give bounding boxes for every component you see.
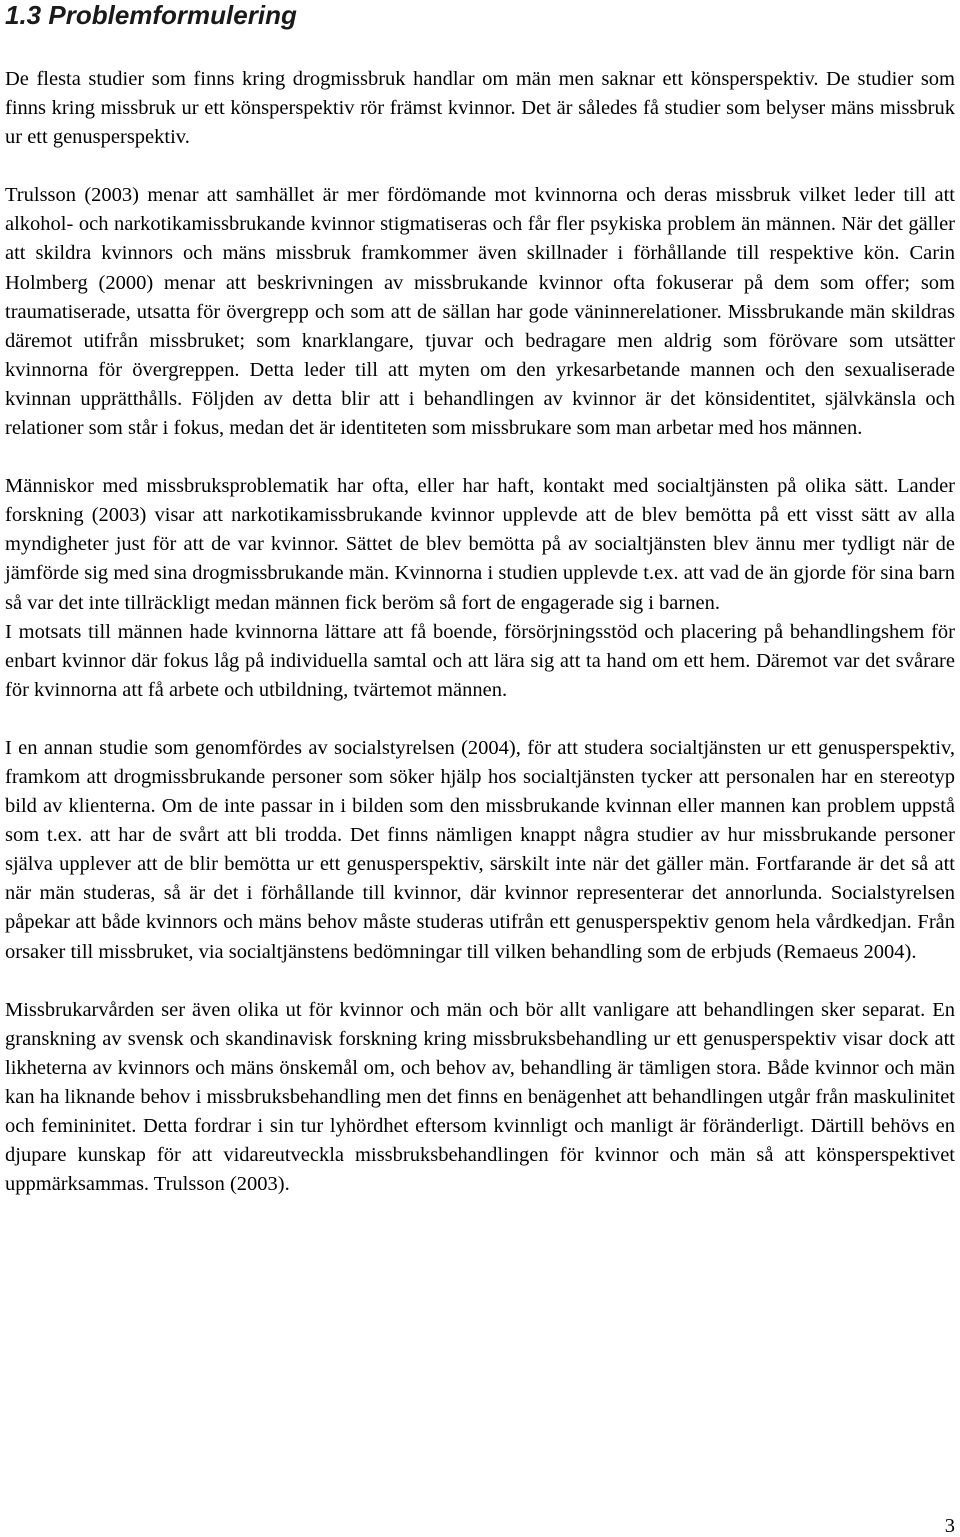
paragraph-missbrukarvarden: Missbrukarvården ser även olika ut för kvinnor och män och bör allt vanligare att behandlingen sker separat. En granskning av svensk och skandinavisk forskning kring missbruksbehandling ur ett genusperspektiv visar dock att likheterna av kvinnors och mäns önskemål om, och behov av, behandling är tämligen stora. Både kvinnor och män kan ha liknande behov i missbruksbehandling men det finns en benägenhet att behandlingen utgår från maskulinitet och femininitet. Detta fordrar i sin tur lyhördhet eftersom kvinnligt och manligt är föränderligt. Därtill behövs en djupare kunskap för att vidareutveckla missbruksbehandlingen för kvinnor och män så att könsperspektivet uppmärksammas. Trulsson (2003). [5,998,955,1196]
paragraph-trulsson: Trulsson (2003) menar att samhället är mer fördömande mot kvinnorna och deras missbruk vilket leder till att alkohol- och narkotikamissbrukande kvinnor stigmatiseras och får fler psykiska problem än männen. När det gäller att skildra kvinnors och mäns missbruk framkommer även skillnader i förhållande till respektive kön. Carin Holmberg (2000) menar att beskrivningen av missbrukande kvinnor ofta fokuserar på dem som offer; som traumatiserade, utsatta för övergrepp och som att de sällan har gode väninnerelationer. Missbrukande män skildras däremot utifrån missbruket; som knarklangare, tjuvar och bedragare men aldrig som förövare som utsätter kvinnorna för övergreppen. Detta leder till att myten om den yrkesarbetande mannen och den sexualiserade kvinnan upprätthålls. Följden av detta blir att i behandlingen av kvinnor är det könsidentitet, självkänsla och relationer som står i fokus, medan det är identiteten som missbrukare som man arbetar med hos männen. [5,184,955,440]
paragraph-motsats: I motsats till männen hade kvinnorna lättare att få boende, försörjningsstöd och placering på behandlingshem för enbart kvinnor där fokus låg på individuella samtal och att lära sig att ta hand om ett hem. Däremot var det svårare för kvinnorna att få arbete och utbildning, tvärtemot männen. [5,620,955,701]
document-page [5,0,955,1199]
paragraph-socialstyrelsen: I en annan studie som genomfördes av socialstyrelsen (2004), för att studera socialtjänsten ur ett genusperspektiv, framkom att drogmissbrukande personer som söker hjälp hos socialtjänsten tycker att personalen har en stereotyp bild av klienterna. Om de inte passar in i bilden som den missbrukande kvinnan eller mannen kan problem uppstå som t.ex. att har de svårt att bli trodda. Det finns nämligen knappt några studier av hur missbrukande personer själva upplever att de blir bemötta ur ett genusperspektiv, särskilt inte när det gäller män. Fortfarande är det så att när män studeras, så är det i förhållande till kvinnor, där kvinnor representerar det annorlunda. Socialstyrelsen påpekar att både kvinnors och mäns behov måste studeras utifrån ett genusperspektiv genom hela vårdkedjan. Från orsaker till missbruket, via socialtjänstens bedömningar till vilken behandling som de erbjuds (Remaeus 2004). [5,736,955,963]
page-number: 3 [944,1515,955,1537]
paragraph-socialtjansten: Människor med missbruksproblematik har ofta, eller har haft, kontakt med socialtjänsten på olika sätt. Lander forskning (2003) visar att narkotikamissbrukande kvinnor upplevde att de blev bemötta på ett visst sätt av alla myndigheter just för att de var kvinnor. Sättet de blev bemötta på av socialtjänsten blev ännu mer tydligt när de jämförde sig med sina drogmissbrukande män. Kvinnorna i studien upplevde t.ex. att vad de än gjorde för sina barn så var det inte tillräckligt medan männen fick beröm så fort de engagerade sig i barnen. [5,475,955,614]
paragraph-intro: De flesta studier som finns kring drogmissbruk handlar om män men saknar ett könsperspektiv. De studier som finns kring missbruk ur ett könsperspektiv rör främst kvinnor. Det är således få studier som belyser mäns missbruk ur ett genusperspektiv. [5,68,955,149]
section-heading: 1.3 Problemformulering [5,0,297,30]
